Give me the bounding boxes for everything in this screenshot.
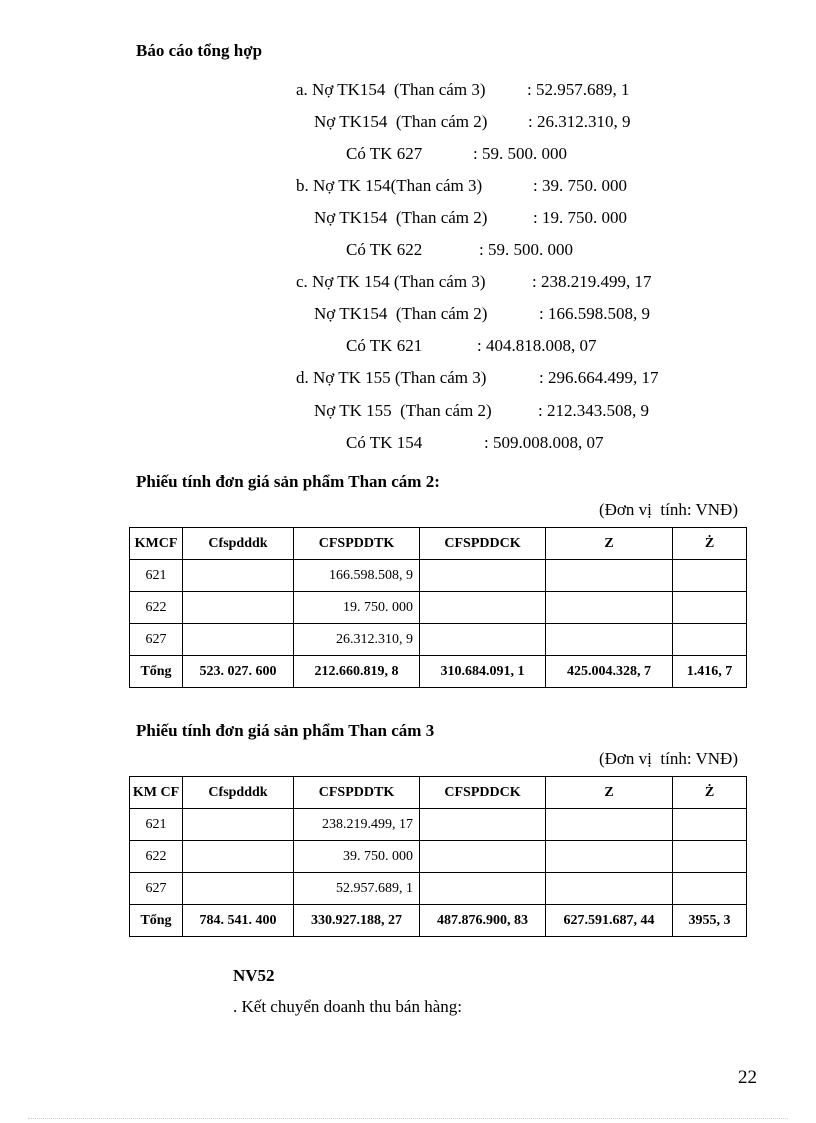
table-cell [183, 560, 294, 592]
table-cell [420, 873, 546, 905]
col-header: CFSPDDTK [294, 528, 420, 560]
table-cell: 621 [130, 560, 183, 592]
table-cell: 627 [130, 873, 183, 905]
table-row [130, 809, 747, 841]
table-header-row [130, 528, 747, 560]
table-row [130, 873, 747, 905]
table-cell: 166.598.508, 9 [294, 560, 420, 592]
table-cell [183, 841, 294, 873]
table-cell: 212.660.819, 8 [294, 656, 420, 688]
table-cell: 487.876.900, 83 [420, 905, 546, 937]
sheet3-unit-note: (Đơn vị tính: VNĐ) [598, 749, 738, 768]
table-cell: 3955, 3 [673, 905, 747, 937]
table-cell: 627.591.687, 44 [546, 905, 673, 937]
table-cell: 19. 750. 000 [294, 592, 420, 624]
table-cell [546, 560, 673, 592]
table-cell [420, 560, 546, 592]
col-header: Cfspdddk [183, 777, 294, 809]
table-cell [420, 624, 546, 656]
table-cell: 39. 750. 000 [294, 841, 420, 873]
table-cell: 52.957.689, 1 [294, 873, 420, 905]
table-cell [183, 809, 294, 841]
table-cell [546, 592, 673, 624]
table-cell: 310.684.091, 1 [420, 656, 546, 688]
table-cell [673, 592, 747, 624]
col-header: KMCF [130, 528, 183, 560]
table-cell [546, 624, 673, 656]
table-cell [673, 809, 747, 841]
table-cell: Tổng [130, 905, 183, 937]
table-cell [546, 841, 673, 873]
sheet3-title: Phiếu tính đơn giá sản phẩm Than cám 3 [136, 721, 435, 740]
table-cell [420, 841, 546, 873]
sheet3-table [129, 776, 747, 937]
table-cell: 622 [130, 841, 183, 873]
table-row [130, 841, 747, 873]
col-header: KM CF [130, 777, 183, 809]
table-row [130, 592, 747, 624]
table-cell [673, 560, 747, 592]
summary-title: Báo cáo tổng hợp [136, 41, 263, 60]
col-header: Z [546, 528, 673, 560]
nv-heading: NV52 [233, 966, 275, 985]
page-number: 22 [738, 1067, 757, 1088]
table-row [130, 560, 747, 592]
table-cell: 784. 541. 400 [183, 905, 294, 937]
table-cell: 621 [130, 809, 183, 841]
col-header: Ż [673, 777, 747, 809]
col-header: CFSPDDTK [294, 777, 420, 809]
table-cell: 622 [130, 592, 183, 624]
table-cell: 1.416, 7 [673, 656, 747, 688]
table-cell [673, 624, 747, 656]
table-cell [420, 809, 546, 841]
table-row [130, 624, 747, 656]
table-cell: Tổng [130, 656, 183, 688]
col-header: Ż [673, 528, 747, 560]
sheet2-table [129, 527, 747, 688]
table-cell: 523. 027. 600 [183, 656, 294, 688]
table-cell [673, 873, 747, 905]
table-cell: 425.004.328, 7 [546, 656, 673, 688]
table-cell [673, 841, 747, 873]
table-cell [546, 873, 673, 905]
table-total-row [130, 656, 747, 688]
sheet2-title: Phiếu tính đơn giá sản phẩm Than cám 2: [136, 472, 440, 491]
footer-divider [28, 1118, 788, 1119]
table-cell [546, 809, 673, 841]
table-cell [183, 873, 294, 905]
table-total-row [130, 905, 747, 937]
col-header: CFSPDDCK [420, 777, 546, 809]
table-cell: 627 [130, 624, 183, 656]
table-header-row [130, 777, 747, 809]
table-cell: 330.927.188, 27 [294, 905, 420, 937]
table-cell [420, 592, 546, 624]
nv-text: . Kết chuyển doanh thu bán hàng: [233, 997, 462, 1016]
table-cell: 238.219.499, 17 [294, 809, 420, 841]
col-header: CFSPDDCK [420, 528, 546, 560]
col-header: Cfspdddk [183, 528, 294, 560]
table-cell [183, 624, 294, 656]
table-cell [183, 592, 294, 624]
sheet2-unit-note: (Đơn vị tính: VNĐ) [598, 500, 738, 519]
col-header: Z [546, 777, 673, 809]
table-cell: 26.312.310, 9 [294, 624, 420, 656]
